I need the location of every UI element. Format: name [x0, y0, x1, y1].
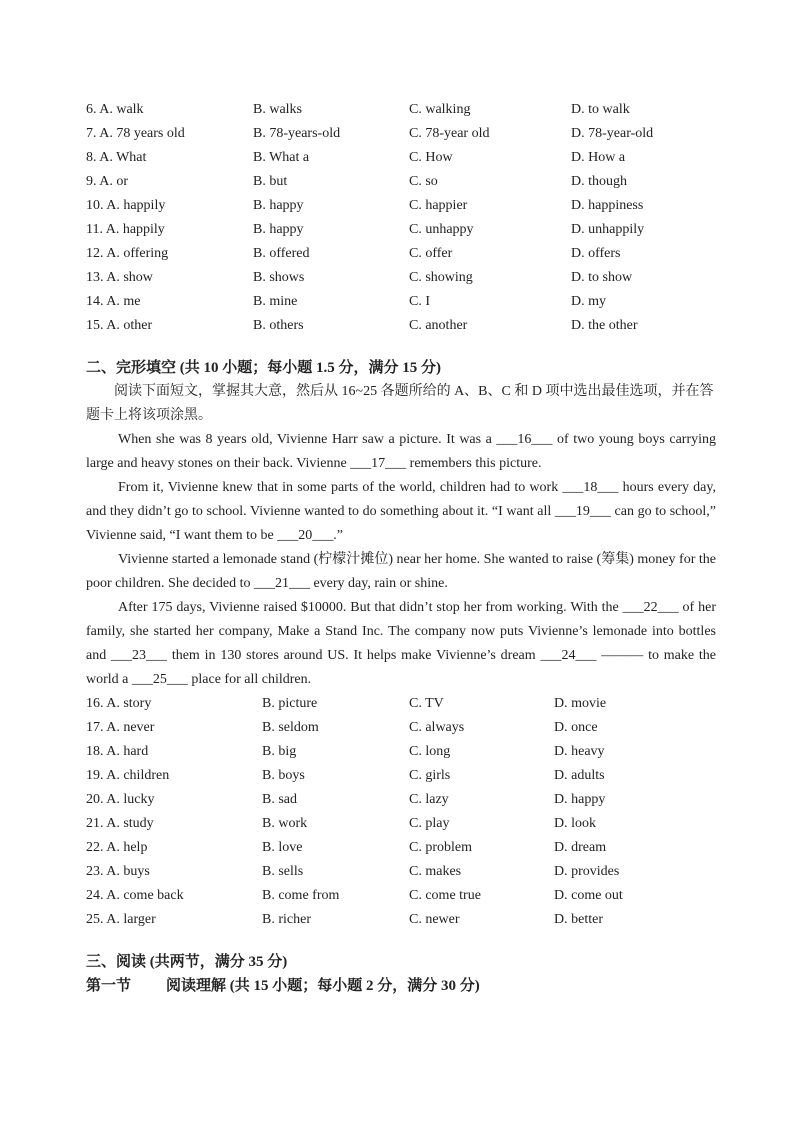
question-option-d: D. look	[554, 816, 596, 831]
question-option-c: C. come true	[409, 888, 481, 903]
question-row	[86, 908, 716, 932]
question-option-c: C. I	[409, 294, 430, 309]
question-option-c: C. long	[409, 744, 451, 759]
question-option-a: 10. A. happily	[86, 198, 166, 213]
question-option-b: B. picture	[262, 696, 318, 711]
question-option-c: C. play	[409, 816, 450, 831]
question-option-d: D. offers	[571, 246, 621, 261]
question-row	[86, 146, 716, 170]
question-option-a: 14. A. me	[86, 294, 141, 309]
question-option-c: C. walking	[409, 102, 471, 117]
part-title: 阅读理解 (共 15 小题；每小题 2 分，满分 30 分)	[166, 978, 480, 994]
question-option-a: 22. A. help	[86, 840, 148, 855]
question-option-b: B. walks	[253, 102, 302, 117]
question-option-a: 19. A. children	[86, 768, 170, 783]
passage-paragraph-3: Vivienne started a lemonade stand (柠檬汁摊位) near her home. She wanted to raise (筹集) money for the poor children. She decided to ___21___ every day, rain or shine.	[86, 552, 716, 591]
question-option-b: B. others	[253, 318, 304, 333]
question-row	[86, 764, 716, 788]
question-option-b: B. love	[262, 840, 303, 855]
question-option-b: B. happy	[253, 222, 304, 237]
question-option-c: C. another	[409, 318, 468, 333]
choices-16-25	[86, 692, 716, 932]
question-option-b: B. 78-years-old	[253, 126, 341, 141]
question-option-a: 15. A. other	[86, 318, 153, 333]
question-option-a: 7. A. 78 years old	[86, 126, 185, 141]
question-row	[86, 692, 716, 716]
question-row	[86, 314, 716, 338]
question-row	[86, 716, 716, 740]
question-option-d: D. to walk	[571, 102, 630, 117]
question-option-d: D. movie	[554, 696, 607, 711]
question-option-c: C. always	[409, 720, 465, 735]
question-option-d: D. come out	[554, 888, 623, 903]
question-option-b: B. richer	[262, 912, 311, 927]
part-label: 第一节	[86, 978, 132, 994]
question-option-c: C. newer	[409, 912, 460, 927]
question-option-c: C. 78-year old	[409, 126, 490, 141]
question-option-b: B. work	[262, 816, 308, 831]
question-option-c: C. offer	[409, 246, 453, 261]
question-option-c: C. TV	[409, 696, 444, 711]
question-option-b: B. seldom	[262, 720, 319, 735]
question-option-d: D. happy	[554, 792, 606, 807]
question-row	[86, 290, 716, 314]
question-option-d: D. once	[554, 720, 598, 735]
question-option-a: 23. A. buys	[86, 864, 150, 879]
section2-heading: 二、完形填空 (共 10 小题；每小题 1.5 分，满分 15 分)	[86, 360, 441, 376]
question-row	[86, 170, 716, 194]
question-option-d: D. 78-year-old	[571, 126, 654, 141]
question-option-a: 17. A. never	[86, 720, 155, 735]
question-option-c: C. makes	[409, 864, 462, 879]
question-row	[86, 194, 716, 218]
question-row	[86, 242, 716, 266]
question-option-d: D. though	[571, 174, 627, 189]
choices-6-15	[86, 98, 716, 338]
question-option-a: 18. A. hard	[86, 744, 149, 759]
question-option-d: D. adults	[554, 768, 605, 783]
section2-instruction: 阅读下面短文，掌握其大意，然后从 16~25 各题所给的 A、B、C 和 D 项中选出最佳选项，并在答题卡上将该项涂黑。	[86, 384, 714, 423]
question-option-a: 6. A. walk	[86, 102, 144, 117]
question-option-b: B. shows	[253, 270, 305, 285]
question-option-d: D. unhappily	[571, 222, 645, 237]
question-option-b: B. boys	[262, 768, 305, 783]
question-option-d: D. the other	[571, 318, 638, 333]
section3-part1	[86, 974, 716, 998]
question-option-a: 20. A. lucky	[86, 792, 155, 807]
passage-paragraph-4: After 175 days, Vivienne raised $10000. But that didn’t stop her from working. With the ___22___ of her family, she started her company, Make a Stand Inc. The company now puts Vivienne’s lemonade into bottles and ___23___ them in 130 stores around US. It helps make Vivienne’s dream ___24___ ——— to make the world a ___25___ place for all children.	[86, 600, 716, 687]
question-option-d: D. to show	[571, 270, 633, 285]
question-row	[86, 836, 716, 860]
question-option-a: 21. A. study	[86, 816, 154, 831]
question-row	[86, 788, 716, 812]
question-option-b: B. happy	[253, 198, 304, 213]
question-option-b: B. sells	[262, 864, 304, 879]
question-option-a: 24. A. come back	[86, 888, 184, 903]
question-option-c: C. How	[409, 150, 453, 165]
question-row	[86, 812, 716, 836]
question-option-b: B. What a	[253, 150, 310, 165]
question-row	[86, 122, 716, 146]
passage-paragraph-2: From it, Vivienne knew that in some parts of the world, children had to work ___18___ hours every day, and they didn’t go to school. Vivienne wanted to do something about it. “I want all ___19___ can go to school,” Vivienne said, “I want them to be ___20___.”	[86, 480, 716, 543]
question-option-c: C. so	[409, 174, 438, 189]
question-option-d: D. happiness	[571, 198, 644, 213]
question-option-b: B. sad	[262, 792, 297, 807]
question-option-c: C. happier	[409, 198, 468, 213]
question-option-c: C. girls	[409, 768, 451, 783]
question-option-b: B. offered	[253, 246, 310, 261]
question-option-a: 12. A. offering	[86, 246, 169, 261]
question-row	[86, 98, 716, 122]
question-option-c: C. lazy	[409, 792, 449, 807]
question-option-a: 25. A. larger	[86, 912, 156, 927]
question-row	[86, 218, 716, 242]
question-option-c: C. problem	[409, 840, 472, 855]
section3-heading: 三、阅读 (共两节，满分 35 分)	[86, 954, 288, 970]
question-option-d: D. provides	[554, 864, 620, 879]
question-option-b: B. big	[262, 744, 297, 759]
question-option-a: 16. A. story	[86, 696, 152, 711]
exam-page	[86, 98, 716, 998]
question-option-d: D. heavy	[554, 744, 605, 759]
question-option-d: D. my	[571, 294, 606, 309]
question-option-b: B. come from	[262, 888, 340, 903]
question-option-d: D. dream	[554, 840, 607, 855]
question-option-b: B. mine	[253, 294, 298, 309]
question-option-a: 13. A. show	[86, 270, 153, 285]
passage-paragraph-1: When she was 8 years old, Vivienne Harr saw a picture. It was a ___16___ of two young boys carrying large and heavy stones on their back. Vivienne ___17___ remembers this picture.	[86, 432, 716, 471]
question-row	[86, 860, 716, 884]
question-option-c: C. unhappy	[409, 222, 474, 237]
question-option-c: C. showing	[409, 270, 473, 285]
question-option-d: D. How a	[571, 150, 626, 165]
question-option-d: D. better	[554, 912, 603, 927]
question-row	[86, 884, 716, 908]
question-row	[86, 266, 716, 290]
question-option-a: 11. A. happily	[86, 222, 165, 237]
question-option-a: 8. A. What	[86, 150, 147, 165]
question-option-a: 9. A. or	[86, 174, 128, 189]
question-row	[86, 740, 716, 764]
question-option-b: B. but	[253, 174, 288, 189]
